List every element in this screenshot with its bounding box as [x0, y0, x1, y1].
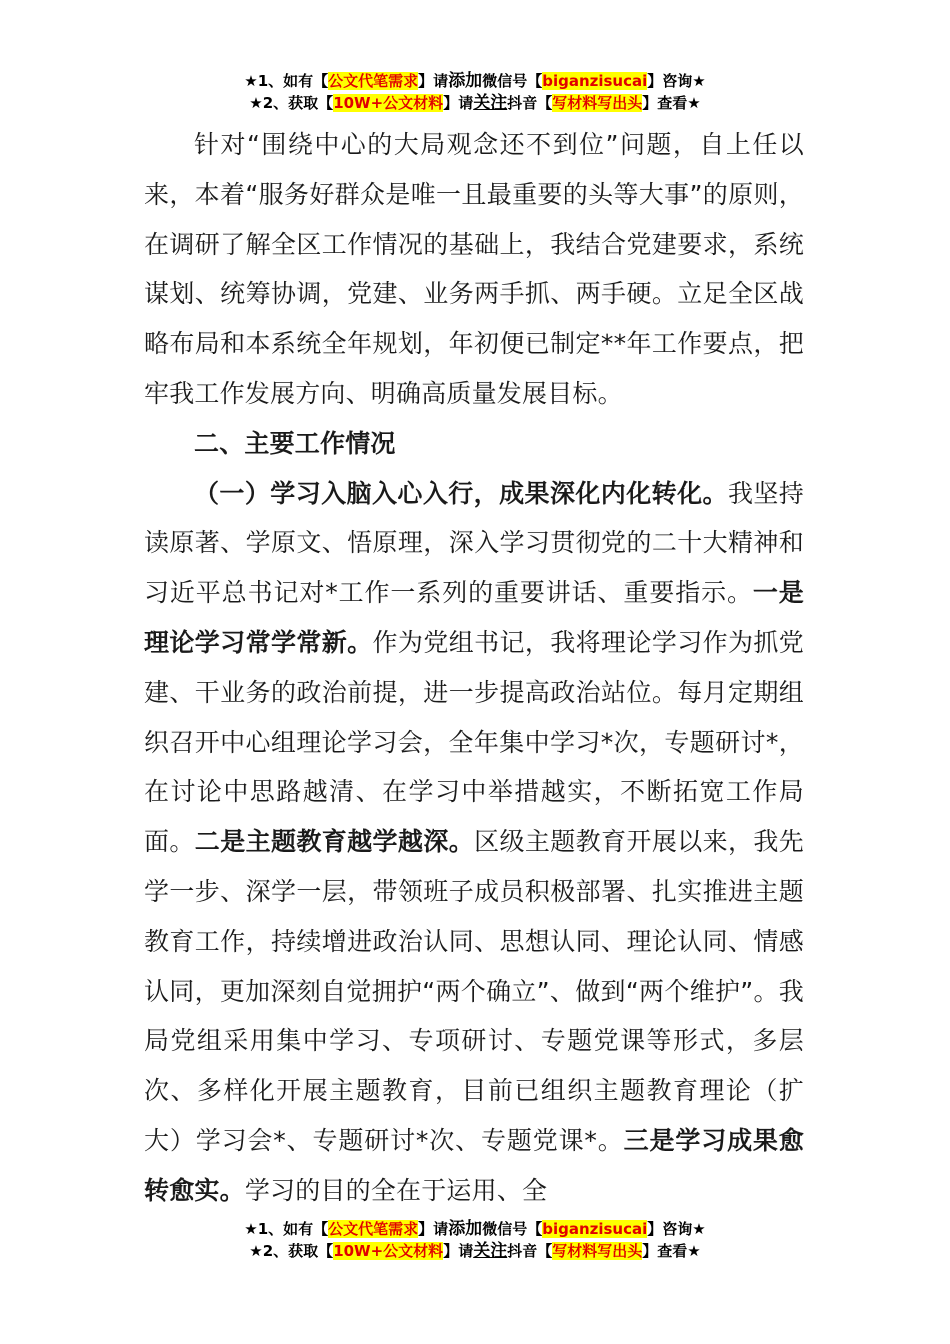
- paragraph-text: 作为党组书记，我将理论学习作为抓党建、干业务的政治前提，进一步提高政治站位。每月定期组织召开中心组理论学习会，全年集中学习*次，专题研讨*，在讨论中思路越清、在学习中举措越实，不断拓宽工作局面。: [144, 627, 804, 857]
- banner-highlight: biganzisucai: [542, 1220, 648, 1238]
- point-1-title: 一是理论学习常学常新。: [144, 578, 804, 657]
- top-banner: [0, 70, 950, 114]
- banner-text: 抖音【: [507, 1242, 553, 1260]
- banner-text: 】咨询★: [647, 1220, 706, 1238]
- paragraph-2: [144, 469, 804, 1216]
- banner-text: 】请: [418, 72, 449, 90]
- banner-text: ★1、如有【: [244, 72, 329, 90]
- banner-emphasis: 添加: [448, 1219, 483, 1239]
- banner-emphasis: 添加: [448, 71, 483, 91]
- banner-line-2: [0, 1240, 950, 1262]
- point-2-title: 二是主题教育越学越深。: [194, 827, 475, 857]
- banner-text: ★1、如有【: [244, 1220, 329, 1238]
- banner-emphasis: 关注: [473, 93, 508, 113]
- banner-text: 微信号【: [482, 72, 543, 90]
- banner-text: 微信号【: [482, 1220, 543, 1238]
- subheading-1: （一）学习入脑入心入行，成果深化内化转化。: [194, 478, 728, 508]
- paragraph-text: 学习的目的全在于运用、全: [244, 1175, 548, 1205]
- banner-line-1: [0, 1218, 950, 1240]
- banner-text: 】请: [443, 94, 474, 112]
- banner-text: 】查看★: [642, 1242, 701, 1260]
- banner-highlight: 公文代笔需求: [328, 72, 419, 90]
- paragraph-1: 针对“围绕中心的大局观念还不到位”问题，自上任以来，本着“服务好群众是唯一且最重要的头等大事”的原则，在调研了解全区工作情况的基础上，我结合党建要求，系统谋划、统筹协调，党建、业务两手抓、两手硬。立足全区战略布局和本系统全年规划，年初便已制定**年工作要点，把牢我工作发展方向、明确高质量发展目标。: [144, 130, 804, 408]
- banner-highlight: 写材料写出头: [552, 94, 643, 112]
- banner-highlight: biganzisucai: [542, 72, 648, 90]
- banner-text: 抖音【: [507, 94, 553, 112]
- banner-text: 】咨询★: [647, 72, 706, 90]
- bottom-banner: [0, 1218, 950, 1262]
- banner-emphasis: 关注: [473, 1241, 508, 1261]
- banner-highlight: 写材料写出头: [552, 1242, 643, 1260]
- section-heading: 二、主要工作情况: [194, 428, 396, 458]
- banner-highlight: 公文代笔需求: [328, 1220, 419, 1238]
- banner-text: 】请: [418, 1220, 449, 1238]
- banner-text: ★2、获取【: [249, 94, 334, 112]
- banner-line-1: [0, 70, 950, 92]
- banner-highlight: 10W+公文材料: [333, 1242, 444, 1260]
- banner-text: 】请: [443, 1242, 474, 1260]
- point-3-title: 三是学习成果愈转愈实。: [144, 1125, 804, 1205]
- paragraph-text: 我坚持读原著、学原文、悟原理，深入学习贯彻党的二十大精神和习近平总书记对*工作一系列的重要讲话、重要指示。: [144, 478, 805, 608]
- document-body: [144, 120, 804, 1216]
- banner-highlight: 10W+公文材料: [333, 94, 444, 112]
- banner-text: ★2、获取【: [249, 1242, 334, 1260]
- banner-line-2: [0, 92, 950, 114]
- paragraph-text: 区级主题教育开展以来，我先学一步、深学一层，带领班子成员积极部署、扎实推进主题教育工作，持续增进政治认同、思想认同、理论认同、情感认同，更加深刻自觉拥护“两个确立”、做到“两个维护”。我局党组采用集中学习、专项研讨、专题党课等形式，多层次、多样化开展主题教育，目前已组织主题教育理论（扩大）学习会*、专题研讨*次、专题党课*。: [144, 827, 805, 1155]
- banner-text: 】查看★: [642, 94, 701, 112]
